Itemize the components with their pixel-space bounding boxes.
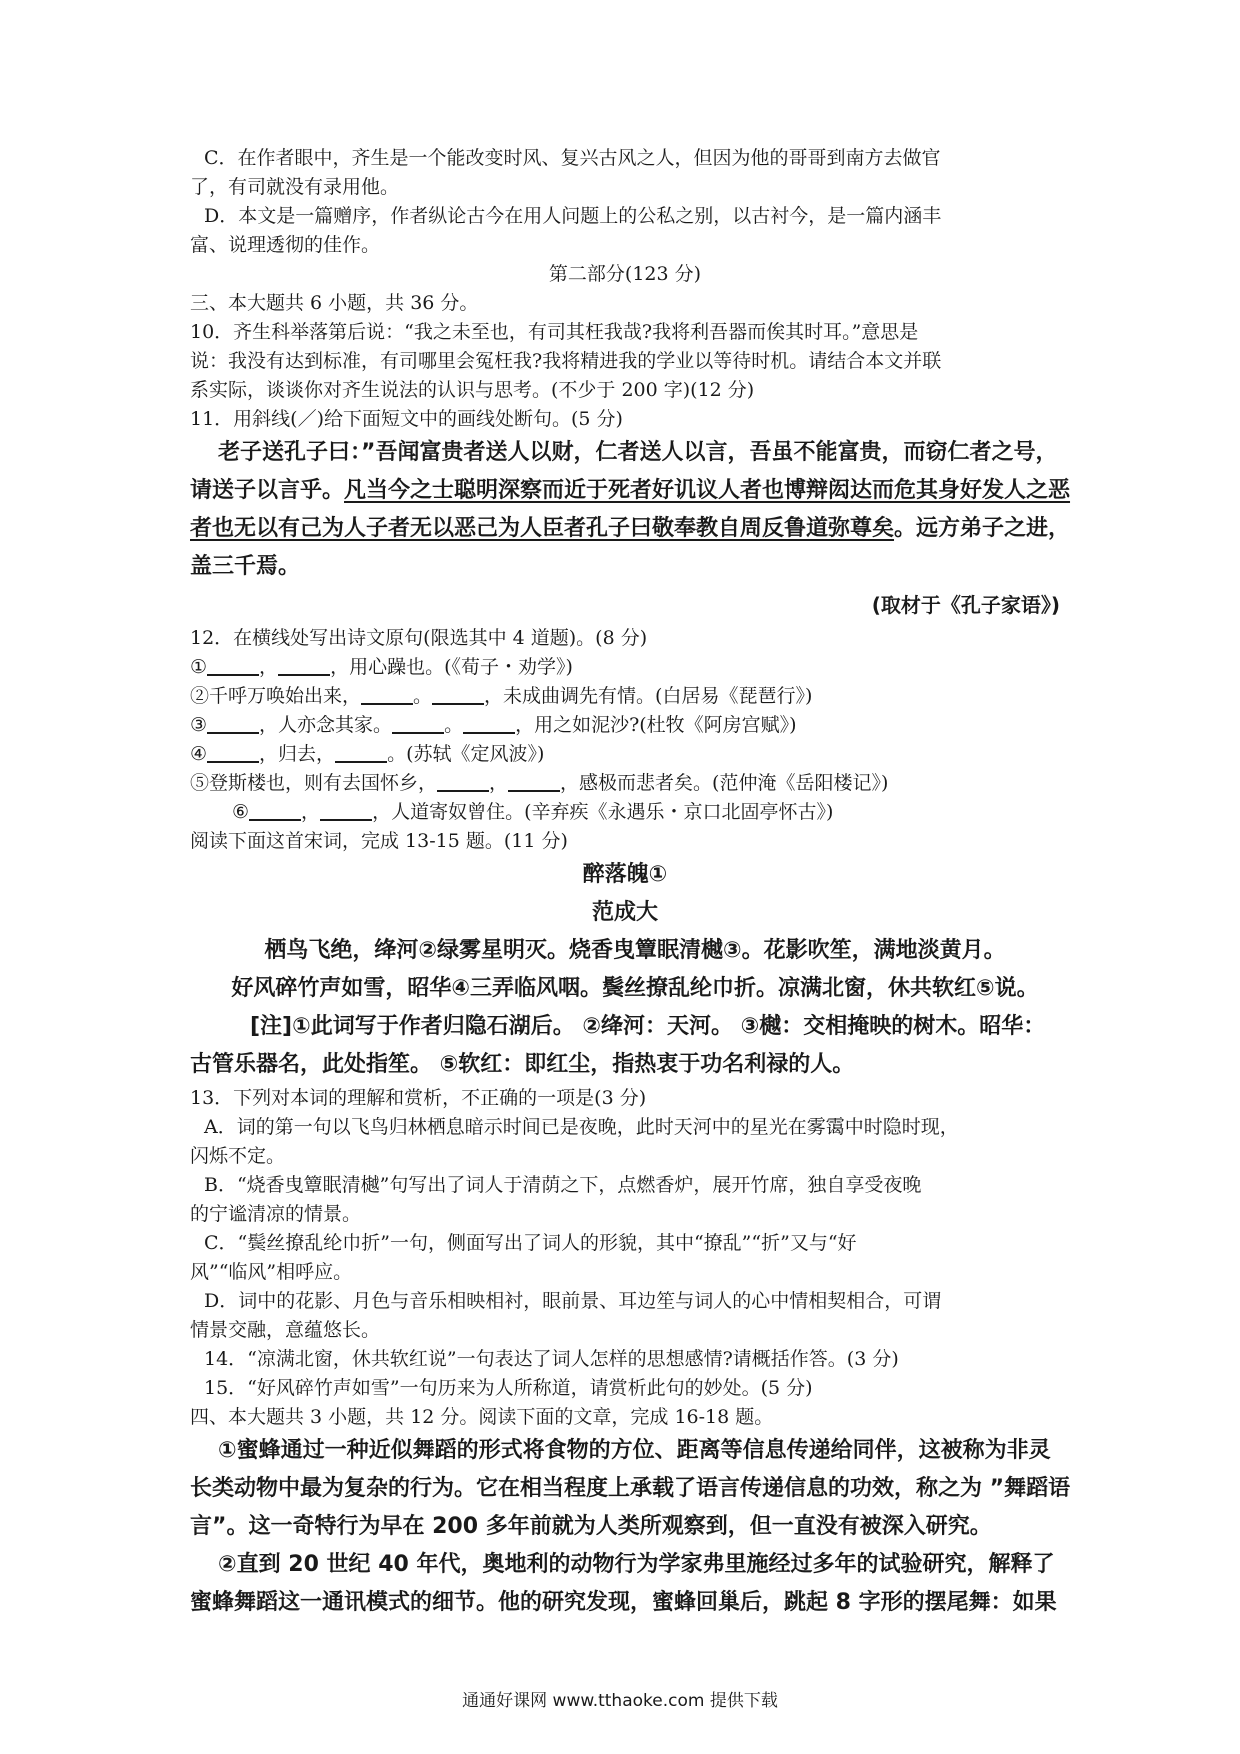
question-10-line2: 说：我没有达到标准，有司哪里会冤枉我?我将精进我的学业以等待时机。请结合本文并联 <box>190 350 942 372</box>
item-marker: ④ <box>190 743 208 765</box>
poem-note-line1: [注]①此词写于作者归隐石湖后。 ②绛河：天河。 ③樾：交相掩映的树木。昭华： <box>250 1014 1046 1039</box>
answer-blank[interactable] <box>392 714 444 734</box>
document-page <box>190 144 1071 1622</box>
item-text: ， <box>489 772 509 794</box>
question-13: 13．下列对本词的理解和赏析，不正确的一项是(3 分) <box>190 1087 647 1109</box>
question-12: 12．在横线处写出诗文原句(限选其中 4 道题)。(8 分) <box>190 627 648 649</box>
section-four-heading: 四、本大题共 3 小题，共 12 分。阅读下面的文章，完成 16-18 题。 <box>190 1406 774 1428</box>
option-b-line2: 的宁谧清凉的情景。 <box>190 1203 362 1225</box>
passage-11-source: (取材于《孔子家语》) <box>871 593 1060 617</box>
answer-blank[interactable] <box>508 772 560 792</box>
article-para1-line2: 长类动物中最为复杂的行为。它在相当程度上承载了语言传递信息的功效，称之为 ”舞蹈语 <box>190 1476 1071 1501</box>
option-c-line1: C．在作者眼中，齐生是一个能改变时风、复兴古风之人，但因为他的哥哥到南方去做官 <box>204 147 941 169</box>
option-d-line2: 富、说理透彻的佳作。 <box>190 234 381 256</box>
item-text: ，用心躁也。(《荀子・劝学》) <box>330 656 573 678</box>
article-para1-line1: ①蜜蜂通过一种近似舞蹈的形式将食物的方位、距离等信息传递给同伴，这被称为非灵 <box>218 1438 1051 1463</box>
answer-blank[interactable] <box>249 801 301 821</box>
option-c-line1: C．“鬓丝撩乱纶巾折”一句，侧面写出了词人的形貌，其中“撩乱”“折”又与“好 <box>204 1232 857 1254</box>
question-12-item2 <box>190 682 1060 711</box>
poem-note-line2: 古管乐器名，此处指笙。 ⑤软红：即红尘，指热衷于功名利禄的人。 <box>190 1052 855 1077</box>
reading-instruction: 阅读下面这首宋词，完成 13-15 题。(11 分) <box>190 830 568 852</box>
item-text: 。(苏轼《定风波》) <box>387 743 545 765</box>
poem-stanza-1: 栖鸟飞绝，绛河②绿雾星明灭。烧香曳簟眠清樾③。花影吹笙，满地淡黄月。 <box>264 938 1006 963</box>
item-text: 。 <box>444 714 464 736</box>
passage-11-line1: 老子送孔子曰：”吾闻富贵者送人以财，仁者送人以言，吾虽不能富贵，而窃仁者之号， <box>218 440 1058 465</box>
passage-11-plain: 。远方弟子之进， <box>894 516 1071 541</box>
question-15: 15．“好风碎竹声如雪”一句历来为人所称道，请赏析此句的妙处。(5 分) <box>204 1377 813 1399</box>
article-para2-line2: 蜜蜂舞蹈这一通讯模式的细节。他的研究发现，蜜蜂回巢后，跳起 8 字形的摆尾舞：如果 <box>190 1590 1057 1615</box>
passage-11-line4: 盖三千焉。 <box>190 554 301 579</box>
answer-blank[interactable] <box>320 801 372 821</box>
answer-blank[interactable] <box>207 714 259 734</box>
page-footer: 通通好课网 www.tthaoke.com 提供下载 <box>462 1691 778 1711</box>
question-12-item5 <box>190 769 1060 798</box>
option-a-line2: 闪烁不定。 <box>190 1145 286 1167</box>
item-marker: ① <box>190 656 208 678</box>
answer-blank[interactable] <box>335 743 387 763</box>
answer-blank[interactable] <box>278 656 330 676</box>
item-text: ，归去， <box>259 743 336 765</box>
part-two-heading: 第二部分(123 分) <box>548 263 702 285</box>
item-text: ⑤登斯楼也，则有去国怀乡， <box>190 772 438 794</box>
poem-title: 醉落魄① <box>582 862 668 887</box>
question-10-line3: 系实际，谈谈你对齐生说法的认识与思考。(不少于 200 字)(12 分) <box>190 379 755 401</box>
option-d-line1: D．词中的花影、月色与音乐相映相衬，眼前景、耳边笙与词人的心中情相契相合，可谓 <box>204 1290 942 1312</box>
item-text: ，感极而悲者矣。(范仲淹《岳阳楼记》) <box>560 772 889 794</box>
answer-blank[interactable] <box>361 685 413 705</box>
passage-11-plain: 请送子以言乎。 <box>190 478 345 503</box>
option-a-line1: A．词的第一句以飞鸟归林栖息暗示时间已是夜晚，此时天河中的星光在雾霭中时隐时现， <box>204 1116 959 1138</box>
option-b-line1: B．“烧香曳簟眠清樾”句写出了词人于清荫之下，点燃香炉，展开竹席，独自享受夜晚 <box>204 1174 922 1196</box>
item-text: ，人道寄奴曾住。(辛弃疾《永遇乐・京口北固亭怀古》) <box>372 801 834 823</box>
item-text: ，人亦念其家。 <box>259 714 393 736</box>
passage-11-underlined: 凡当今之士聪明深察而近于死者好讥议人者也博辩闳达而危其身好发人之恶 <box>344 478 1071 503</box>
passage-11-line3 <box>190 510 1071 548</box>
item-text: ②千呼万唤始出来， <box>190 685 362 707</box>
item-text: ，用之如泥沙?(杜牧《阿房宫赋》) <box>515 714 797 736</box>
option-c-line2: 风”“临风”相呼应。 <box>190 1261 353 1283</box>
section-three-heading: 三、本大题共 6 小题，共 36 分。 <box>190 292 479 314</box>
item-text: ， <box>259 656 279 678</box>
question-14: 14．“凉满北窗，休共软红说”一句表达了词人怎样的思想感情?请概括作答。(3 分) <box>204 1348 899 1370</box>
answer-blank[interactable] <box>207 743 259 763</box>
item-marker: ⑥ <box>232 801 250 823</box>
question-12-item1 <box>190 653 1060 682</box>
answer-blank[interactable] <box>463 714 515 734</box>
passage-11-underlined: 者也无以有己为人子者无以恶己为人臣者孔子曰敬奉教自周反鲁道弥尊矣 <box>190 516 895 541</box>
question-12-item6 <box>190 798 1060 827</box>
article-para2-line1: ②直到 20 世纪 40 年代，奥地利的动物行为学家弗里施经过多年的试验研究，解释了 <box>218 1552 1055 1577</box>
passage-11-line2 <box>190 472 1071 510</box>
answer-blank[interactable] <box>437 772 489 792</box>
option-d-line1: D．本文是一篇赠序，作者纵论古今在用人问题上的公私之别，以古衬今，是一篇内涵丰 <box>204 205 942 227</box>
option-c-line2: 了，有司就没有录用他。 <box>190 176 400 198</box>
item-text: ， <box>301 801 321 823</box>
answer-blank[interactable] <box>432 685 484 705</box>
question-12-item3 <box>190 711 1060 740</box>
question-10-line1: 10．齐生科举落第后说：“我之未至也，有司其枉我哉?我将利吾器而俟其时耳。”意思是 <box>190 321 919 343</box>
question-12-item4 <box>190 740 1060 769</box>
item-marker: ③ <box>190 714 208 736</box>
item-text: 。 <box>413 685 433 707</box>
poem-stanza-2: 好风碎竹声如雪，昭华④三弄临风咽。鬓丝撩乱纶巾折。凉满北窗，休共软红⑤说。 <box>231 976 1039 1001</box>
item-text: ，未成曲调先有情。(白居易《琵琶行》) <box>484 685 813 707</box>
question-11: 11．用斜线(／)给下面短文中的画线处断句。(5 分) <box>190 408 623 430</box>
article-para1-line3: 言”。这一奇特行为早在 200 多年前就为人类所观察到，但一直没有被深入研究。 <box>190 1514 992 1539</box>
option-d-line2: 情景交融，意蕴悠长。 <box>190 1319 381 1341</box>
answer-blank[interactable] <box>207 656 259 676</box>
poem-author: 范成大 <box>591 900 658 925</box>
